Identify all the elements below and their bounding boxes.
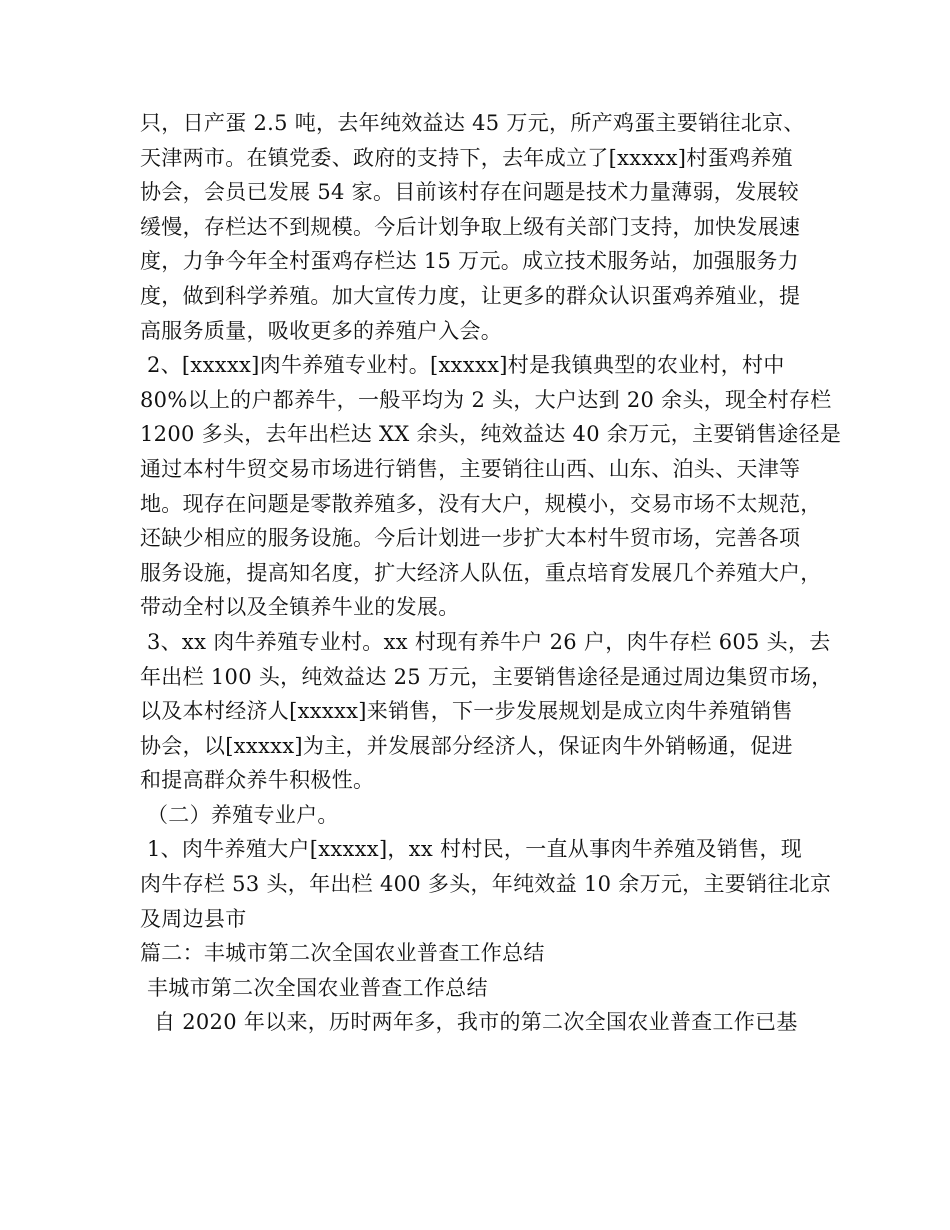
text-line: 服务设施，提高知名度，扩大经济人队伍，重点培育发展几个养殖大户， <box>140 560 822 585</box>
article-title: 丰城市第二次全国农业普查工作总结 <box>140 975 488 1000</box>
text-line: 2、[xxxxx]肉牛养殖专业村。[xxxxx]村是我镇典型的农业村，村中 <box>140 353 785 378</box>
document-body <box>140 106 842 1040</box>
text-line: 1200 多头，去年出栏达 XX 余头，纯效益达 40 余万元，主要销售途径是 <box>140 422 842 447</box>
text-line: 协会，会员已发展 54 家。目前该村存在问题是技术力量薄弱，发展较 <box>140 180 799 205</box>
text-line: 80%以上的户都养牛，一般平均为 2 头，大户达到 20 余头，现全村存栏 <box>140 387 832 412</box>
text-line: 只，日产蛋 2.5 吨，去年纯效益达 45 万元，所产鸡蛋主要销往北京、 <box>140 111 805 135</box>
text-line: 高服务质量，吸收更多的养殖户入会。 <box>140 318 503 343</box>
text-line: 协会，以[xxxxx]为主，并发展部分经济人，保证肉牛外销畅通，促进 <box>140 733 793 758</box>
text-line: 缓慢，存栏达不到规模。今后计划争取上级有关部门支持，加快发展速 <box>140 214 801 239</box>
text-line: 和提高群众养牛积极性。 <box>140 768 375 793</box>
text-line: 3、xx 肉牛养殖专业村。xx 村现有养牛户 26 户，肉牛存栏 605 头，去 <box>140 629 831 654</box>
section-heading: （二）养殖专业户。 <box>140 802 339 827</box>
text-line: 年出栏 100 头，纯效益达 25 万元，主要销售途径是通过周边集贸市场， <box>140 664 833 689</box>
text-line: 及周边县市 <box>140 906 247 931</box>
text-line: 肉牛存栏 53 头，年出栏 400 多头，年纯效益 10 余万元，主要销往北京 <box>140 872 832 897</box>
text-line: 天津两市。在镇党委、政府的支持下，去年成立了[xxxxx]村蛋鸡养殖 <box>140 145 793 170</box>
text-line: 度，力争今年全村蛋鸡存栏达 15 万元。成立技术服务站，加强服务力 <box>140 249 799 274</box>
text-line: 通过本村牛贸交易市场进行销售，主要销往山西、山东、泊头、天津等 <box>140 456 801 481</box>
text-line: 还缺少相应的服务设施。今后计划进一步扩大本村牛贸市场，完善各项 <box>140 526 801 551</box>
text-line: 1、肉牛养殖大户[xxxxx]，xx 村村民，一直从事肉牛养殖及销售，现 <box>140 837 803 862</box>
text-line: 地。现存在问题是零散养殖多，没有大户，规模小，交易市场不太规范， <box>140 491 822 516</box>
text-line: 带动全村以及全镇养牛业的发展。 <box>140 595 460 620</box>
text-line: 以及本村经济人[xxxxx]来销售，下一步发展规划是成立肉牛养殖销售 <box>140 699 793 724</box>
text-line: 度，做到科学养殖。加大宣传力度，让更多的群众认识蛋鸡养殖业，提 <box>140 283 801 308</box>
text-line: 自 2020 年以来，历时两年多，我市的第二次全国农业普查工作已基 <box>140 1010 798 1035</box>
chapter-heading: 篇二：丰城市第二次全国农业普查工作总结 <box>140 941 545 966</box>
